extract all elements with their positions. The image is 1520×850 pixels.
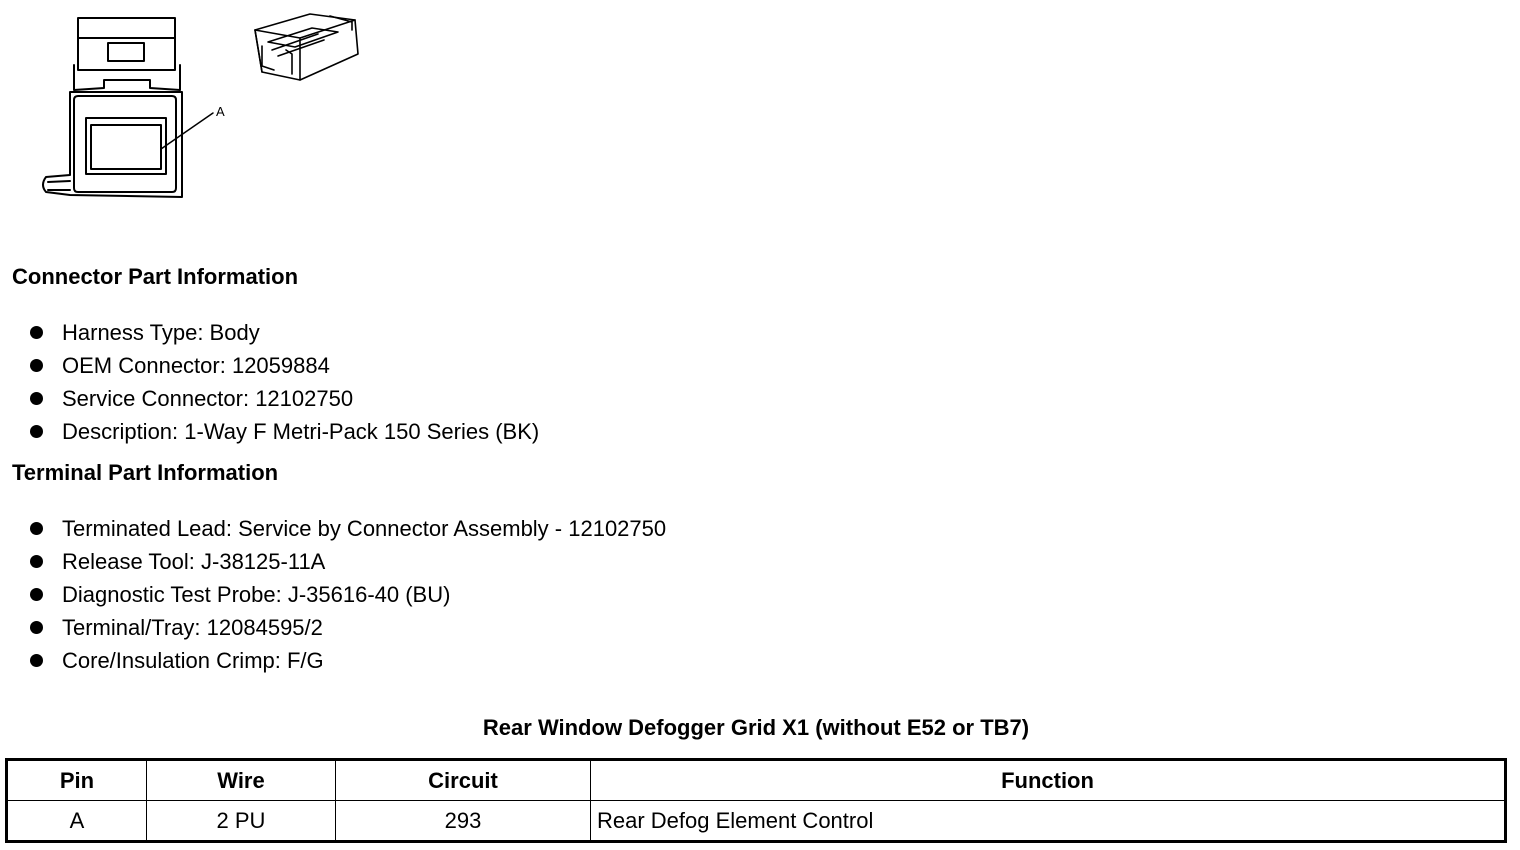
- bullet-icon: [30, 654, 43, 667]
- list-item-text: Release Tool: J-38125-11A: [62, 549, 326, 574]
- list-item: [30, 316, 539, 349]
- list-item-text: Description: 1-Way F Metri-Pack 150 Series (BK): [62, 419, 540, 444]
- table-row: [7, 801, 1506, 842]
- list-item: [30, 545, 666, 578]
- list-item-text: Diagnostic Test Probe: J-35616-40 (BU): [62, 582, 451, 607]
- bullet-icon: [30, 588, 43, 601]
- list-item: [30, 512, 666, 545]
- connector-face-view: [43, 18, 213, 197]
- bullet-icon: [30, 359, 43, 372]
- connector-part-info-list: [30, 316, 539, 448]
- table-header-row: [7, 760, 1506, 801]
- list-item-text: Core/Insulation Crimp: F/G: [62, 648, 324, 673]
- list-item: [30, 644, 666, 677]
- pin-table-title: Rear Window Defogger Grid X1 (without E52 or TB7): [482, 715, 1030, 740]
- list-item-text: Harness Type: Body: [62, 320, 260, 345]
- bullet-icon: [30, 392, 43, 405]
- column-header-function: Function: [591, 760, 1506, 801]
- cell-wire: 2 PU: [147, 801, 336, 842]
- column-header-pin: Pin: [7, 760, 147, 801]
- list-item: [30, 349, 539, 382]
- list-item-text: OEM Connector: 12059884: [62, 353, 330, 378]
- terminal-part-info-heading: Terminal Part Information: [12, 460, 279, 485]
- list-item: [30, 415, 539, 448]
- list-item: [30, 611, 666, 644]
- list-item: [30, 578, 666, 611]
- list-item-text: Service Connector: 12102750: [62, 386, 354, 411]
- pin-table: [5, 758, 1507, 843]
- bullet-icon: [30, 326, 43, 339]
- cell-pin: A: [7, 801, 147, 842]
- column-header-circuit: Circuit: [336, 760, 591, 801]
- bullet-icon: [30, 522, 43, 535]
- list-item-text: Terminated Lead: Service by Connector Assembly - 12102750: [62, 516, 667, 541]
- list-item: [30, 382, 539, 415]
- terminal-part-info-list: [30, 512, 666, 677]
- list-item-text: Terminal/Tray: 12084595/2: [62, 615, 323, 640]
- column-header-wire: Wire: [147, 760, 336, 801]
- callout-label-a: A: [216, 104, 225, 119]
- bullet-icon: [30, 555, 43, 568]
- bullet-icon: [30, 425, 43, 438]
- connector-part-info-heading: Connector Part Information: [12, 264, 299, 289]
- connector-isometric-view: [255, 14, 358, 80]
- cell-function: Rear Defog Element Control: [591, 801, 1506, 842]
- cell-circuit: 293: [336, 801, 591, 842]
- bullet-icon: [30, 621, 43, 634]
- connector-illustration: [0, 0, 380, 215]
